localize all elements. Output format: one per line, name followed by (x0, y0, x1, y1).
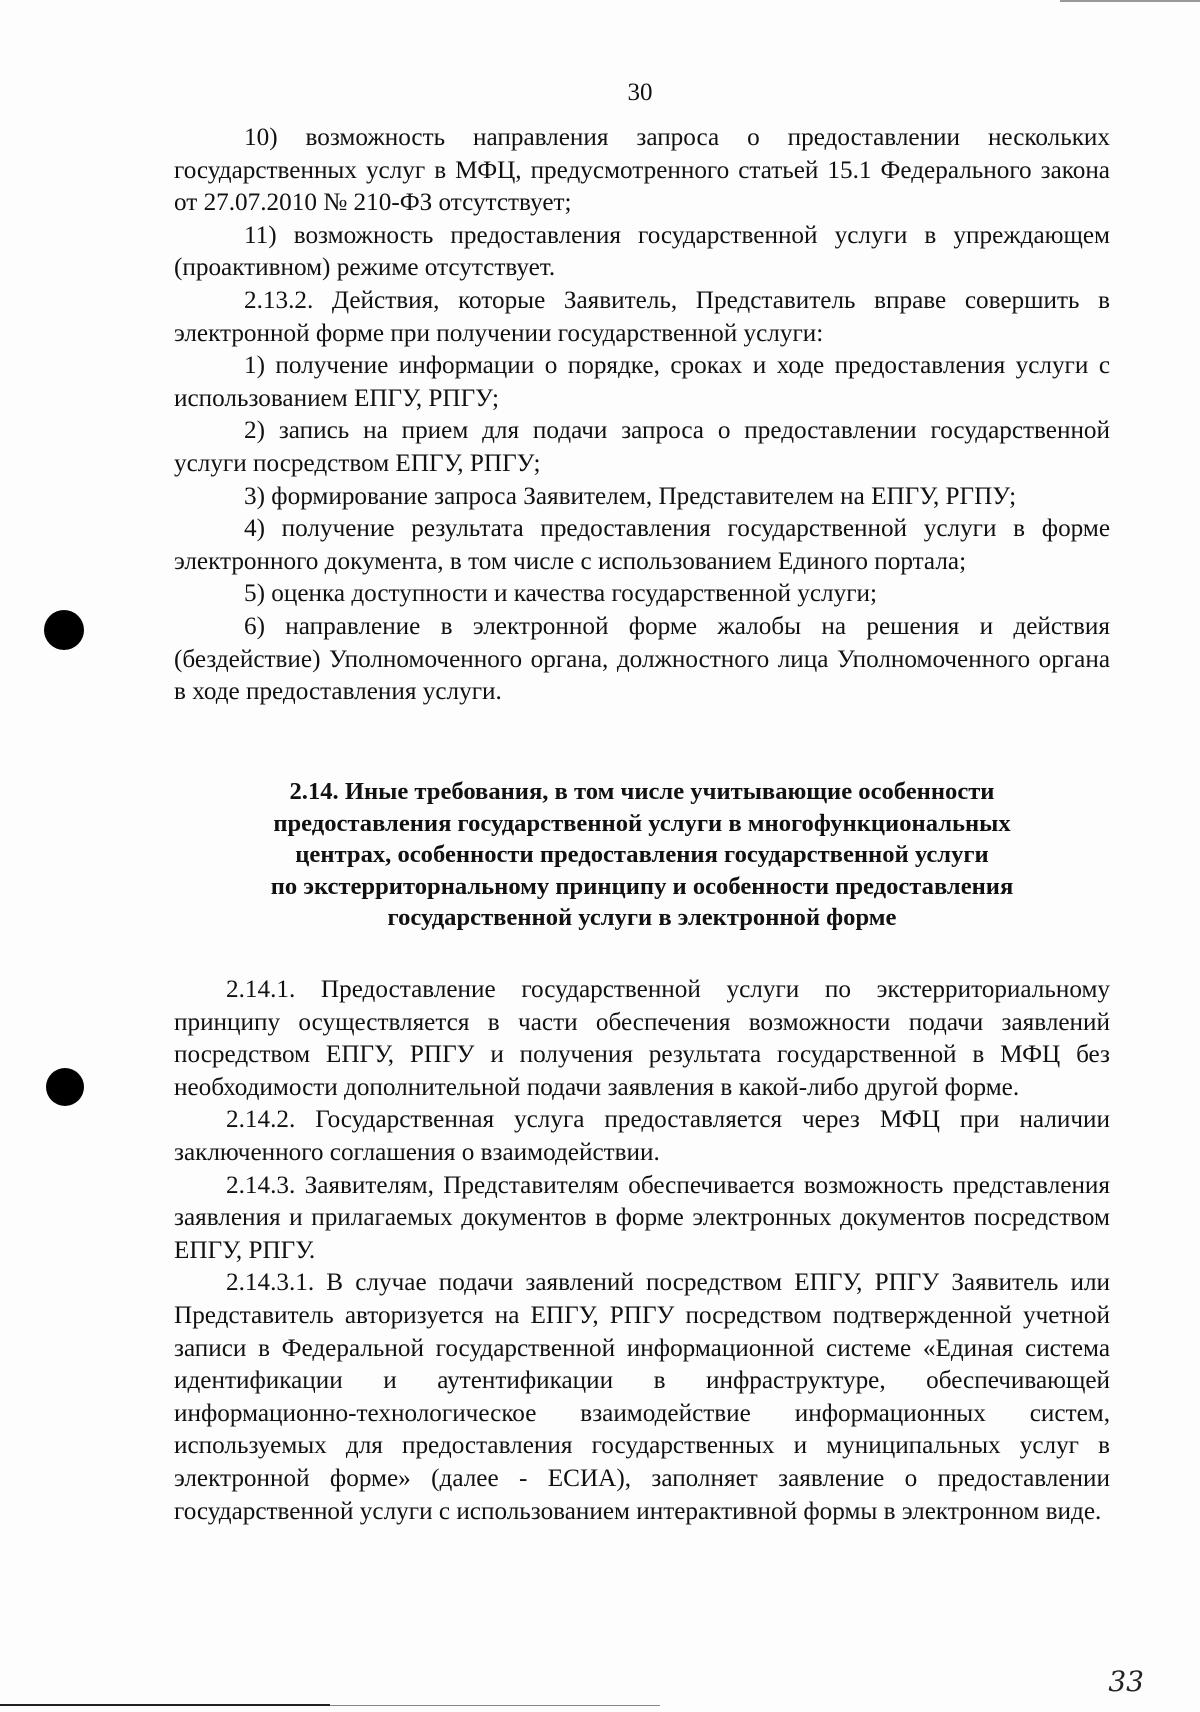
scan-edge (0, 1704, 330, 1706)
body-text-top (174, 122, 1110, 709)
paragraph: 4) получение результата предоставления государственной услуги в форме электронного документа, в том числе с использованием Единого портала; (174, 515, 1110, 575)
paragraph: 1) получение информации о порядке, сроках и ходе предоставления услуги с использованием ЕПГУ, РПГУ; (174, 352, 1110, 412)
paragraph: 2.14.3. Заявителям, Представителям обеспечивается возможность представления заявления и прилагаемых документов в форме электронных документов посредством ЕПГУ, РПГУ. (174, 1171, 1110, 1264)
paragraph: 10) возможность направления запроса о предоставлении нескольких государственных услуг в МФЦ, предусмотренного статьей 15.1 Федерального закона от 27.07.2010 № 210-ФЗ отсутствует; (174, 124, 1110, 217)
heading-line: 2.14. Иные требования, в том числе учитывающие особенности (289, 778, 995, 805)
handwritten-sheet-number: 33 (1108, 1665, 1144, 1698)
heading-line: по экстерриторнальному принципу и особенности предоставления (270, 872, 1014, 900)
paragraph: 2) запись на прием для подачи запроса о предоставлении государственной услуги посредством ЕПГУ, РПГУ; (174, 417, 1110, 477)
section-heading (174, 776, 1110, 934)
paragraph: 11) возможность предоставления государственной услуги в упреждающем (проактивном) режиме отсутствует. (174, 221, 1110, 282)
paragraph: 6) направление в электронной форме жалобы на решения и действия (бездействие) Уполномоченного органа, должностного лица Уполномоченного органа в ходе предоставления услуги. (174, 612, 1110, 706)
paragraph: 2.14.2. Государственная услуга предоставляется через МФЦ при наличии заключенного соглашения о взаимодействии. (174, 1106, 1110, 1166)
punch-hole (44, 610, 84, 650)
page-number: 30 (627, 79, 653, 106)
heading-line: центрах, особенности предоставления государственной услуги (295, 841, 989, 869)
heading-line: государственной услуги в электронной форме (387, 904, 897, 932)
paragraph: 2.14.3.1. В случае подачи заявлений посредством ЕПГУ, РПГУ Заявитель или Представитель авторизуется на ЕПГУ, РПГУ посредством подтвержденной учетной записи в Федеральной государственной информационной системе «Единая система идентификации и аутентификации в инфраструктуре, обеспечивающей информационно-технологическое взаимодействие информационных систем, используемых для предоставления государственных и муниципальных услуг в электронной форме» (далее - ЕСИА), заполняет заявление о предоставлении государственной услуги с использованием интерактивной формы в электронном виде. (174, 1269, 1110, 1525)
heading-line: предоставления государственной услуги в многофункциональных (273, 809, 1011, 837)
scan-edge (330, 1705, 660, 1706)
paragraph: 3) формирование запроса Заявителем, Представителем на ЕПГУ, РГПУ; (244, 482, 1017, 510)
scan-edge (1060, 0, 1200, 2)
punch-hole (46, 1068, 84, 1106)
paragraph: 2.13.2. Действия, которые Заявитель, Представитель вправе совершить в электронной форме при получении государственной услуги: (174, 286, 1110, 347)
paragraph: 5) оценка доступности и качества государственной услуги; (244, 580, 878, 608)
paragraph: 2.14.1. Предоставление государственной услуги по экстерриториальному принципу осуществляется в части обеспечения возможности подачи заявлений посредством ЕПГУ, РПГУ и получения результата государственной в МФЦ без необходимости дополнительной подачи заявления в какой-либо другой форме. (174, 976, 1110, 1101)
body-text-bottom (174, 974, 1110, 1528)
